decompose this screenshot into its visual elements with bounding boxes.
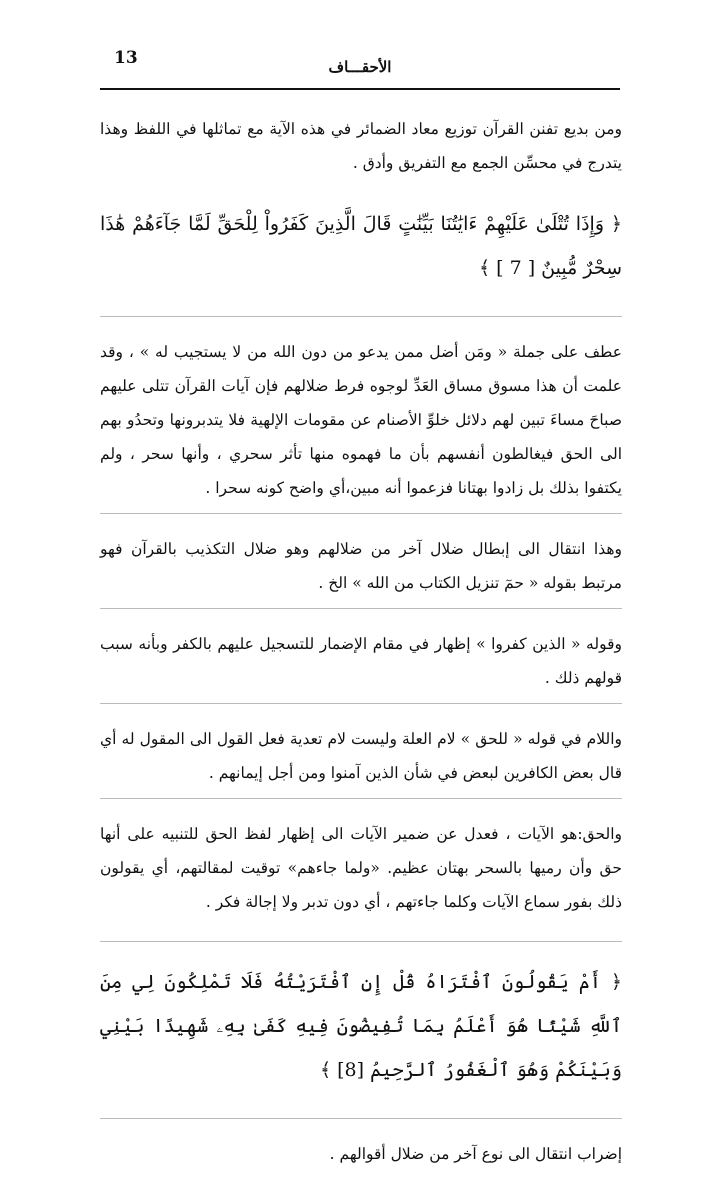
closing-paragraph: إضراب انتقال الى نوع آخر من ضلال أقوالهم . (329, 1145, 622, 1163)
paragraph-divider (100, 703, 622, 704)
page-header (100, 40, 620, 84)
intro-paragraph: ومن بديع تفنن القرآن توزيع معاد الضمائر في هذه الآية مع تماثلها في اللفظ وهذا يتدرج في محسِّن الجمع مع التفريق وأدق . (100, 120, 622, 172)
paragraph-divider (100, 798, 622, 799)
quran-verse-8: ﴿ أَمْ يَقُولُونَ ٱفْتَرَاهُ قُلْ إِنِ ٱفْتَرَيْتُهُ فَلَا تَمْلِكُونَ لِي مِنَ ٱللَّهِ شَيْئًا هُوَ أَعْلَمُ بِمَا تُفِيضُونَ فِيهِ كَفَىٰ بِهِۦ شَهِيدًا بَيْنِي وَبَيْنَكُمْ وَهُوَ ٱلْغَفُورُ ٱلرَّحِيمُ [8] ﴾ (100, 971, 622, 1081)
commentary-paragraph: وقوله « الذين كفروا » إظهار في مقام الإضمار للتسجيل عليهم بالكفر وبأنه سبب قولهم ذلك . (100, 635, 622, 687)
commentary-paragraph: والحق:هو الآيات ، فعدل عن ضمير الآيات الى إظهار لفظ الحق للتنبيه على أنها حق وأن رميها بالسحر بهتان عظيم. «ولما جاءهم» توقيت لمقالتهم، أي يقولون ذلك بفور سماع الآيات وكلما جاءتهم ، أي دون تدبر ولا إجالة فكر . (100, 825, 622, 911)
commentary-paragraph: وهذا انتقال الى إبطال ضلال آخر من ضلالهم وهو ضلال التكذيب بالقرآن فهو مرتبط بقوله « حمٓ تنزيل الكتاب من الله » الخ . (100, 540, 622, 592)
section-divider (100, 1118, 622, 1119)
page-number: 13 (114, 48, 138, 68)
header-rule (100, 88, 620, 90)
commentary-paragraph: واللام في قوله « للحق » لام العلة وليست لام تعدية فعل القول الى المقول له أي قال بعض الكافرين لبعض في شأن الذين آمنوا ومن أجل إيمانهم . (100, 730, 622, 782)
paragraph-divider (100, 513, 622, 514)
section-divider (100, 316, 622, 317)
commentary-paragraph: عطف على جملة « ومَن أضل ممن يدعو من دون الله من لا يستجيب له » ، وقد علمت أن هذا مسوق مساق العَدِّ لوجوه فرط ضلالهم فإن آيات القرآن تتلى عليهم صباحَ مساءَ تبين لهم دلائل خلوِّ الأصنام عن مقومات الإلهية فلا يتدبرونها وتحدُو بهم الى الحق فيغالطون أنفسهم بأن ما فهموه منها تأثر سحري ، وأنها سحر ، ولم يكتفوا بذلك بل زادوا بهتانا فزعموا أنه مبين،أي واضح كونه سحرا . (100, 343, 622, 497)
page-content (100, 112, 622, 1193)
paragraph-divider (100, 608, 622, 609)
running-title: الأحقـــاف (328, 58, 392, 76)
section-divider (100, 941, 622, 942)
quran-verse-7: ﴿ وَإِذَا تُتْلَىٰ عَلَيْهِمْ ءَايَٰتُنَا بَيِّنَٰتٍ قَالَ الَّذِينَ كَفَرُواْ لِلْحَقِّ لَمَّا جَآءَهُمْ هَٰذَا سِحْرٌ مُّبِينٌ [ 7 ] ﴾ (100, 213, 622, 279)
